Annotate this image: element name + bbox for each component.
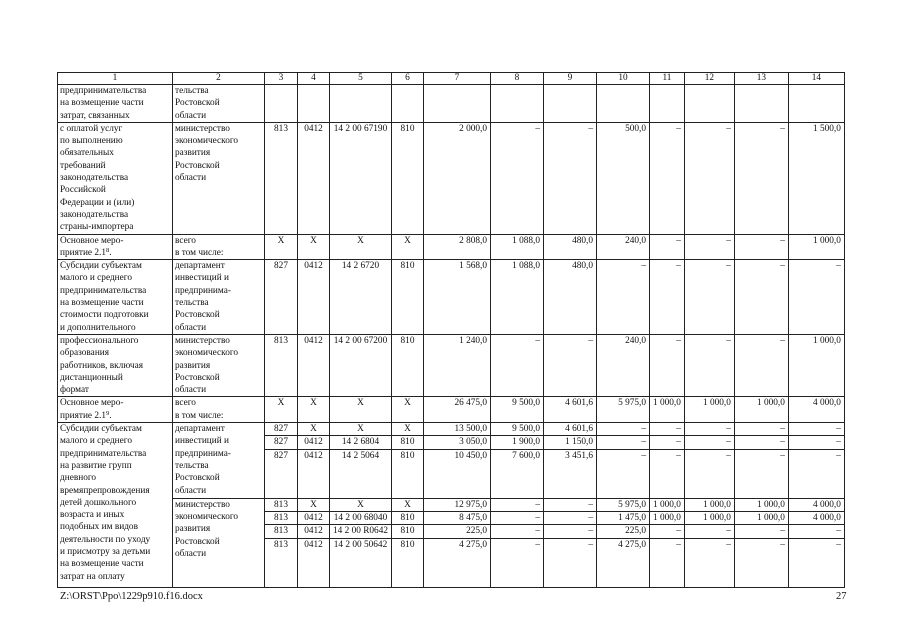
text-line: дистанционный (60, 372, 123, 383)
text-line: министерство (175, 335, 230, 346)
value-cell: X (330, 397, 392, 423)
value-cell: 9 500,0 (491, 423, 544, 436)
value-cell: X (265, 234, 298, 260)
value-cell: 810 (392, 538, 424, 587)
text-line: области (175, 110, 207, 121)
value-cell: 810 (392, 122, 424, 234)
value-cell: 14 2 00 68040 (330, 512, 392, 525)
value-cell: 14 2 00 67200 (330, 334, 392, 396)
header-cell: 14 (788, 73, 844, 85)
text-line: страны-импортера (60, 222, 134, 233)
value-cell: – (788, 423, 844, 436)
text-line: деятельности по уходу (60, 534, 151, 545)
table-row (58, 397, 845, 423)
text-line: всего (175, 235, 196, 246)
text-line: обязательных (60, 148, 114, 159)
value-cell: 1 568,0 (424, 260, 491, 335)
value-cell: – (650, 449, 685, 498)
text-line: экономического (175, 136, 239, 147)
value-cell: 827 (265, 436, 298, 449)
value-cell: 1 000,0 (684, 397, 734, 423)
value-cell: 1 088,0 (491, 260, 544, 335)
value-cell: 2 808,0 (424, 234, 491, 260)
text-line: законодательства (60, 209, 129, 220)
text-line: малого и среднего (60, 436, 133, 447)
header-cell: 12 (684, 73, 734, 85)
value-cell: 810 (392, 436, 424, 449)
value-cell: 225,0 (424, 525, 491, 538)
responsible-executor (173, 85, 265, 123)
value-cell: 813 (265, 538, 298, 587)
value-cell: X (392, 498, 424, 511)
value-cell: 1 000,0 (650, 397, 685, 423)
value-cell: 810 (392, 260, 424, 335)
value-cell: 827 (265, 260, 298, 335)
text-line: детей дошкольного (60, 497, 137, 508)
value-cell: 0412 (298, 512, 330, 525)
text-line: предпринимательства (60, 86, 147, 96)
document-path: Z:\ORST\Ppo\1229p910.f16.docx (60, 591, 203, 602)
value-cell (597, 85, 650, 123)
text-line: затрат на оплату (60, 571, 125, 582)
value-cell (734, 85, 788, 123)
value-cell: X (298, 498, 330, 511)
value-cell: – (544, 538, 597, 587)
value-cell: 2 000,0 (424, 122, 491, 234)
measure-description (58, 234, 173, 260)
value-cell: 4 000,0 (788, 512, 844, 525)
value-cell (650, 85, 685, 123)
value-cell: – (491, 538, 544, 587)
value-cell: – (544, 334, 597, 396)
value-cell: 13 500,0 (424, 423, 491, 436)
value-cell: – (788, 449, 844, 498)
header-cell: 11 (650, 73, 685, 85)
text-line: на возмещение части (60, 559, 144, 570)
text-line: инвестиций и (175, 273, 230, 284)
value-cell: 0412 (298, 538, 330, 587)
header-cell: 5 (330, 73, 392, 85)
value-cell: 0412 (298, 334, 330, 396)
header-cell: 7 (424, 73, 491, 85)
measure-description (58, 260, 173, 335)
text-line: министерство (175, 123, 230, 134)
header-cell: 3 (265, 73, 298, 85)
value-cell: – (734, 449, 788, 498)
page-number: 27 (836, 591, 847, 602)
value-cell: X (265, 397, 298, 423)
text-line: требований (60, 160, 106, 171)
value-cell: X (298, 397, 330, 423)
text-line: по выполнению (60, 136, 123, 147)
value-cell: 810 (392, 525, 424, 538)
text-line: Основное меро- (60, 398, 124, 409)
value-cell: 3 050,0 (424, 436, 491, 449)
value-cell: 1 000,0 (650, 512, 685, 525)
value-cell: – (597, 436, 650, 449)
value-cell (298, 85, 330, 123)
text-line: профессионального (60, 335, 139, 346)
text-line: и дополнительного (60, 322, 136, 333)
value-cell: 813 (265, 334, 298, 396)
value-cell: – (788, 538, 844, 587)
value-cell: 14 2 6720 (330, 260, 392, 335)
text-line: времяпрепровождения (60, 485, 150, 496)
value-cell: – (650, 423, 685, 436)
value-cell: 4 000,0 (788, 397, 844, 423)
table-row (58, 334, 845, 396)
budget-table (57, 72, 845, 588)
text-line: Ростовской (175, 310, 220, 321)
value-cell: X (330, 234, 392, 260)
text-line: Федерации и (или) (60, 197, 135, 208)
value-cell: 0412 (298, 449, 330, 498)
text-line: всего (175, 398, 196, 409)
value-cell: 4 275,0 (597, 538, 650, 587)
value-cell: – (684, 436, 734, 449)
value-cell: – (544, 498, 597, 511)
value-cell: 1 150,0 (544, 436, 597, 449)
value-cell: – (734, 423, 788, 436)
text-line: Субсидии субъектам (60, 424, 142, 435)
text-line: в том числе: (175, 410, 224, 421)
value-cell: – (544, 122, 597, 234)
table-row (58, 423, 845, 436)
value-cell: 0412 (298, 525, 330, 538)
value-cell: 1 088,0 (491, 234, 544, 260)
value-cell: – (734, 234, 788, 260)
footnote-mark: 8 (106, 246, 110, 254)
text-line: работников, включая (60, 360, 143, 371)
text-line: дневного (60, 473, 97, 484)
header-cell: 13 (734, 73, 788, 85)
value-cell: – (734, 334, 788, 396)
text-line: образования (60, 348, 110, 359)
value-cell: 240,0 (597, 334, 650, 396)
value-cell: 5 975,0 (597, 498, 650, 511)
header-cell: 4 (298, 73, 330, 85)
value-cell: – (650, 436, 685, 449)
value-cell: 9 500,0 (491, 397, 544, 423)
text-line: Субсидии субъектам (60, 261, 142, 272)
text-line: на возмещение части (60, 98, 144, 109)
value-cell: – (597, 423, 650, 436)
header-cell: 6 (392, 73, 424, 85)
value-cell: – (788, 436, 844, 449)
text-line: Ростовской (175, 98, 220, 109)
text-line: тельства (175, 460, 209, 471)
value-cell: X (392, 423, 424, 436)
text-line: Основное меро- (60, 235, 124, 246)
footnote-mark: 9 (106, 409, 110, 417)
value-cell: – (491, 122, 544, 234)
text-line: Ростовской (175, 372, 220, 383)
value-cell: 1 500,0 (788, 122, 844, 234)
table-body (58, 85, 845, 588)
text-line: Ростовской (175, 536, 220, 547)
value-cell (491, 85, 544, 123)
value-cell: – (491, 525, 544, 538)
value-cell: X (392, 234, 424, 260)
text-line: предпринимательства (60, 285, 147, 296)
value-cell: 12 975,0 (424, 498, 491, 511)
measure-description (58, 85, 173, 123)
value-cell: 480,0 (544, 260, 597, 335)
text-line: с оплатой услуг (60, 123, 123, 134)
value-cell: – (734, 122, 788, 234)
value-cell: – (684, 334, 734, 396)
text-line: департамент (175, 261, 225, 272)
text-line: возраста и иных (60, 510, 125, 521)
value-cell: – (650, 334, 685, 396)
value-cell: – (650, 260, 685, 335)
value-cell: – (734, 436, 788, 449)
header-cell: 1 (58, 73, 173, 85)
table-row (58, 122, 845, 234)
value-cell (424, 85, 491, 123)
value-cell: 4 601,6 (544, 423, 597, 436)
value-cell: – (491, 498, 544, 511)
value-cell: 827 (265, 449, 298, 498)
value-cell: 500,0 (597, 122, 650, 234)
value-cell (544, 85, 597, 123)
text-line: на возмещение части (60, 298, 144, 309)
text-line: развития (175, 524, 211, 535)
value-cell: 1 000,0 (684, 512, 734, 525)
measure-description (58, 334, 173, 396)
text-line: области (175, 385, 207, 396)
text-line: предпринима- (175, 285, 231, 296)
value-cell: 1 000,0 (734, 512, 788, 525)
value-cell: – (491, 334, 544, 396)
text-line: Ростовской (175, 473, 220, 484)
value-cell: – (650, 234, 685, 260)
value-cell: – (684, 122, 734, 234)
text-line: в том числе: (175, 247, 224, 258)
text-line: Ростовской (175, 160, 220, 171)
value-cell: 1 000,0 (650, 498, 685, 511)
text-line: департамент (175, 424, 225, 435)
text-line: Российской (60, 185, 106, 196)
value-cell: – (734, 525, 788, 538)
value-cell: – (650, 525, 685, 538)
header-cell: 9 (544, 73, 597, 85)
value-cell: 26 475,0 (424, 397, 491, 423)
value-cell: 1 900,0 (491, 436, 544, 449)
text-line: затрат, связанных (60, 110, 130, 121)
text-line: области (175, 485, 207, 496)
value-cell: – (788, 525, 844, 538)
text-line: подобных им видов (60, 522, 138, 533)
value-cell: 1 475,0 (597, 512, 650, 525)
value-cell: 480,0 (544, 234, 597, 260)
text-line: законодательства (60, 173, 129, 184)
value-cell: 1 000,0 (788, 234, 844, 260)
value-cell: 8 475,0 (424, 512, 491, 525)
text-line: области (175, 173, 207, 184)
value-cell: – (684, 260, 734, 335)
value-cell: 813 (265, 498, 298, 511)
value-cell: – (684, 538, 734, 587)
value-cell: 14 2 00 50642 (330, 538, 392, 587)
value-cell: 1 240,0 (424, 334, 491, 396)
value-cell: 810 (392, 512, 424, 525)
text-line: малого и среднего (60, 273, 133, 284)
text-line: предпринима- (175, 448, 231, 459)
value-cell: 0412 (298, 436, 330, 449)
value-cell: 4 601,6 (544, 397, 597, 423)
value-cell: 1 000,0 (788, 334, 844, 396)
budget-table-container (57, 72, 845, 588)
value-cell (330, 85, 392, 123)
responsible-executor (173, 498, 265, 587)
text-line: предпринимательства (60, 448, 147, 459)
value-cell: – (684, 423, 734, 436)
value-cell: 10 450,0 (424, 449, 491, 498)
value-cell: X (330, 423, 392, 436)
text-line: министерство (175, 499, 230, 510)
text-line: развития (175, 360, 211, 371)
value-cell: 827 (265, 423, 298, 436)
value-cell: 4 000,0 (788, 498, 844, 511)
table-row (58, 498, 845, 511)
value-cell: X (298, 423, 330, 436)
value-cell: – (597, 449, 650, 498)
value-cell: 14 2 00 67190 (330, 122, 392, 234)
responsible-executor (173, 423, 265, 499)
value-cell: 4 275,0 (424, 538, 491, 587)
value-cell: X (330, 498, 392, 511)
responsible-executor (173, 334, 265, 396)
value-cell: 14 2 00 R0642 (330, 525, 392, 538)
text-line: тельства (175, 86, 209, 96)
measure-description (58, 423, 173, 588)
responsible-executor (173, 260, 265, 335)
value-cell: 1 000,0 (734, 397, 788, 423)
text-line: и присмотру за детьми (60, 546, 151, 557)
text-line: области (175, 322, 207, 333)
table-row (58, 260, 845, 335)
text-line: на развитие групп (60, 460, 132, 471)
value-cell (684, 85, 734, 123)
responsible-executor (173, 397, 265, 423)
value-cell: – (544, 512, 597, 525)
value-cell: – (684, 449, 734, 498)
value-cell: – (684, 234, 734, 260)
value-cell: 0412 (298, 122, 330, 234)
text-line: стоимости подготовки (60, 310, 149, 321)
measure-description (58, 397, 173, 423)
value-cell: 0412 (298, 260, 330, 335)
measure-description (58, 122, 173, 234)
text-line: приятие $2.1^8$. (60, 246, 112, 258)
value-cell: 5 975,0 (597, 397, 650, 423)
header-cell: 10 (597, 73, 650, 85)
value-cell: – (684, 525, 734, 538)
table-row (58, 85, 845, 123)
value-cell: 1 000,0 (684, 498, 734, 511)
value-cell: – (650, 122, 685, 234)
text-line: тельства (175, 298, 209, 309)
value-cell: – (544, 525, 597, 538)
value-cell: X (392, 397, 424, 423)
responsible-executor (173, 234, 265, 260)
value-cell: – (734, 260, 788, 335)
value-cell: 1 000,0 (734, 498, 788, 511)
value-cell: X (298, 234, 330, 260)
value-cell: 240,0 (597, 234, 650, 260)
text-line: экономического (175, 348, 239, 359)
table-row (58, 234, 845, 260)
value-cell: 813 (265, 525, 298, 538)
header-cell: 8 (491, 73, 544, 85)
value-cell: 7 600,0 (491, 449, 544, 498)
value-cell: 225,0 (597, 525, 650, 538)
text-line: экономического (175, 512, 239, 523)
value-cell (392, 85, 424, 123)
value-cell: 813 (265, 122, 298, 234)
text-line: формат (60, 385, 89, 396)
header-row (58, 73, 845, 85)
text-line: области (175, 548, 207, 559)
value-cell: – (597, 260, 650, 335)
header-cell: 2 (173, 73, 265, 85)
text-line: инвестиций и (175, 436, 230, 447)
value-cell: – (491, 512, 544, 525)
value-cell: – (734, 538, 788, 587)
responsible-executor (173, 122, 265, 234)
value-cell: 3 451,6 (544, 449, 597, 498)
value-cell: – (788, 260, 844, 335)
value-cell: 810 (392, 334, 424, 396)
value-cell: 14 2 6804 (330, 436, 392, 449)
text-line: приятие $2.1^9$. (60, 409, 112, 421)
text-line: развития (175, 148, 211, 159)
value-cell: 813 (265, 512, 298, 525)
value-cell: 810 (392, 449, 424, 498)
value-cell (788, 85, 844, 123)
value-cell (265, 85, 298, 123)
value-cell: – (650, 538, 685, 587)
value-cell: 14 2 5064 (330, 449, 392, 498)
